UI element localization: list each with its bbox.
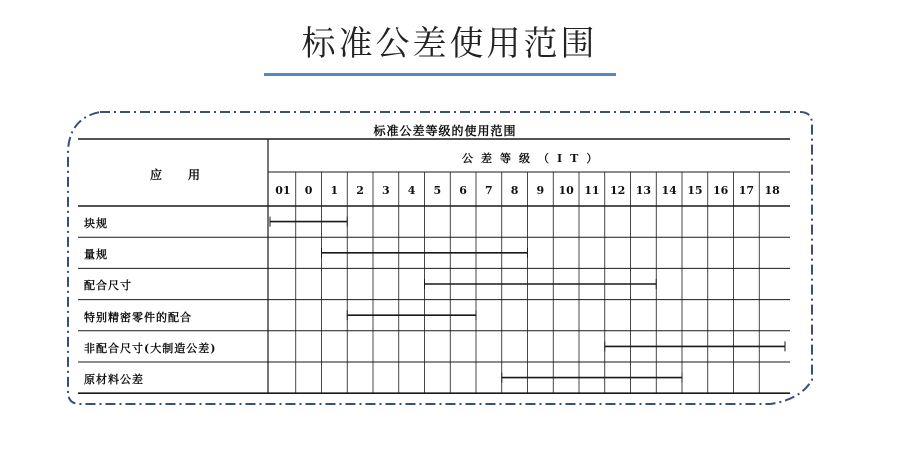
grade-label-3: 3 <box>382 184 390 197</box>
grade-label-16: 16 <box>712 184 729 197</box>
grade-label-5: 5 <box>433 184 442 197</box>
grade-label-8: 8 <box>510 184 519 197</box>
grade-label-01: 01 <box>275 184 291 197</box>
grade-label-13: 13 <box>635 184 652 197</box>
row-label: 配合尺寸 <box>84 279 132 293</box>
grade-label-2: 2 <box>356 184 364 197</box>
row-label: 块规 <box>84 217 108 230</box>
grade-label-11: 11 <box>584 184 600 197</box>
grade-label-4: 4 <box>407 184 416 197</box>
row-label: 原材料公差 <box>84 373 144 386</box>
grade-label-17: 17 <box>738 184 755 197</box>
grade-label-6: 6 <box>459 184 467 197</box>
row-label: 特别精密零件的配合 <box>84 310 192 324</box>
grade-label-14: 14 <box>661 184 677 197</box>
grade-label-18: 18 <box>764 184 780 197</box>
application-header: 应用 <box>150 168 227 182</box>
grade-label-10: 10 <box>558 184 574 197</box>
grade-label-9: 9 <box>536 184 545 197</box>
grade-label-15: 15 <box>687 184 703 197</box>
grade-label-7: 7 <box>485 184 493 197</box>
grade-label-12: 12 <box>609 184 626 197</box>
page-title: 标准公差使用范围 <box>301 24 598 64</box>
grade-header: 公差等级（IT） <box>462 152 606 165</box>
grade-label-0: 0 <box>304 184 313 197</box>
row-label: 量规 <box>84 248 108 262</box>
grade-label-1: 1 <box>330 184 339 197</box>
row-label: 非配合尺寸(大制造公差) <box>84 341 217 355</box>
table-caption: 标准公差等级的使用范围 <box>373 124 517 138</box>
